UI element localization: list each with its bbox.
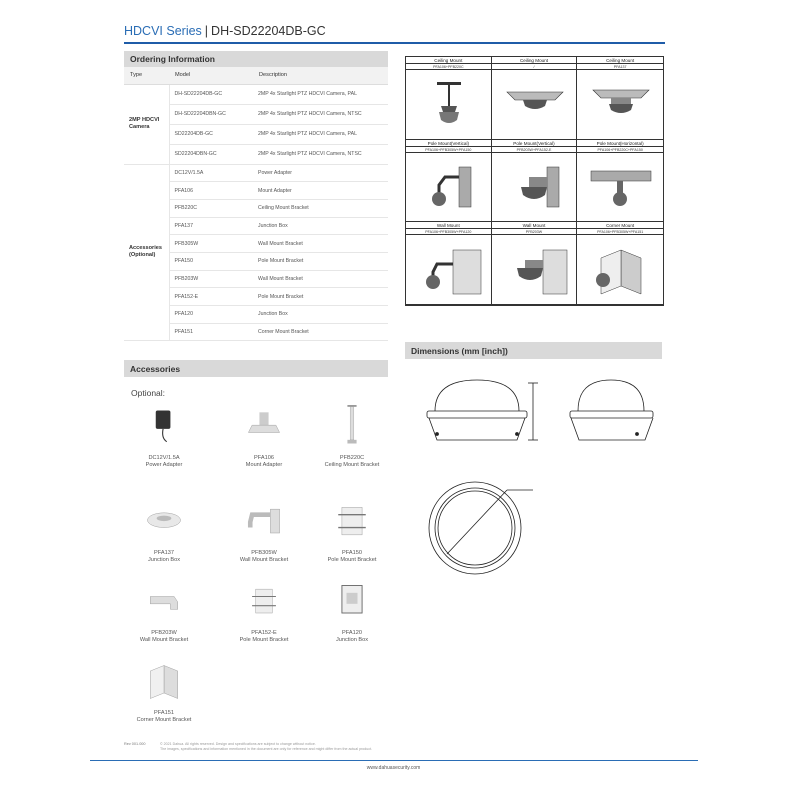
mount-cell <box>492 57 578 140</box>
mount-cell <box>406 222 492 305</box>
model-cell: PFA120 <box>169 306 253 324</box>
mount-title: Pole Mount(Horizontal) <box>577 140 663 147</box>
mount-code: PFB203W+PFA152-E <box>492 147 577 153</box>
accessory-item <box>224 500 304 564</box>
accessory-picture <box>312 500 392 544</box>
ceiling-pendant-icon <box>409 77 487 131</box>
wall-mount-icon <box>409 243 487 297</box>
wall-bracket-2-icon <box>125 580 203 624</box>
junction-box-2-icon <box>313 580 391 624</box>
description-cell: Ceiling Mount Bracket <box>253 199 388 217</box>
model-cell: PFB203W <box>169 270 253 288</box>
accessory-code: PFA106 <box>254 455 274 461</box>
mount-cell <box>406 140 492 223</box>
mount-cell <box>577 140 663 223</box>
pole-bracket-2-icon <box>225 580 303 624</box>
description-cell: Power Adapter <box>253 164 388 182</box>
accessory-picture <box>224 500 304 544</box>
page-title <box>124 24 326 38</box>
ceiling-junction-icon <box>581 77 659 131</box>
accessory-name: Junction Box <box>335 637 369 644</box>
mount-cell <box>406 57 492 140</box>
mount-code: PFA106+PFB220C+PFA150 <box>577 147 663 153</box>
description-cell: 2MP 4x Starlight PTZ HDCVI Camera, PAL <box>253 124 388 144</box>
description-cell: Junction Box <box>253 306 388 324</box>
mount-title: Ceiling Mount <box>492 57 577 64</box>
wall-bracket-icon <box>225 500 303 544</box>
model-cell: DH-SD22204DB-GC <box>169 84 253 104</box>
model-cell: PFB305W <box>169 235 253 253</box>
ordering-header-row <box>124 67 388 84</box>
copyright-line-1: © 2021 Dahua. All rights reserved. Design and specifications are subject to change without notice. <box>160 742 316 746</box>
accessory-name: Ceiling Mount Bracket <box>324 462 380 469</box>
accessory-name: Power Adapter <box>145 462 183 469</box>
description-cell: 2MP 4x Starlight PTZ HDCVI Camera, NTSC <box>253 104 388 124</box>
dimensions-drawing <box>415 378 665 578</box>
accessory-item <box>124 500 204 564</box>
description-cell: 2MP 4x Starlight PTZ HDCVI Camera, PAL <box>253 84 388 104</box>
dome-top-view <box>429 482 533 574</box>
mount-code: PFA137 <box>577 64 663 70</box>
corner-mount-icon <box>581 243 659 297</box>
series-name: HDCVI Series <box>124 24 202 38</box>
accessory-item <box>124 660 204 724</box>
type-accessories: Accessories (Optional) <box>124 164 169 341</box>
pole-horizontal-icon <box>581 160 659 214</box>
mount-code: / <box>492 64 577 70</box>
model-cell: SD22204DBN-GC <box>169 144 253 164</box>
mount-title: Corner Mount <box>577 222 663 229</box>
description-cell: Pole Mount Bracket <box>253 252 388 270</box>
mount-code: PFA106+PFB305W+PFA120 <box>406 229 491 235</box>
description-cell: Wall Mount Bracket <box>253 235 388 253</box>
mount-cell <box>577 222 663 305</box>
mount-cell <box>577 57 663 140</box>
accessories-section-title <box>124 360 388 377</box>
accessory-name: Corner Mount Bracket <box>136 717 192 724</box>
table-row <box>124 164 388 182</box>
accessory-item <box>312 580 392 644</box>
accessory-code: PFA151 <box>154 710 174 716</box>
type-camera: 2MP HDCVI Camera <box>124 84 169 164</box>
model-cell: DC12V/1.5A <box>169 164 253 182</box>
mount-code: PFA106+PFB305W+PFA151 <box>577 229 663 235</box>
accessory-picture <box>124 500 204 544</box>
dome-side-view <box>570 380 653 440</box>
mount-picture <box>406 70 491 139</box>
dimensions-section-title <box>405 342 662 359</box>
optional-label: Optional: <box>131 388 166 398</box>
accessory-picture <box>224 580 304 624</box>
model-cell: SD22204DB-GC <box>169 124 253 144</box>
mount-title: Wall Mount <box>492 222 577 229</box>
table-row <box>124 84 388 104</box>
accessories-title: Accessories <box>130 363 181 374</box>
accessory-name: Junction Box <box>147 557 181 564</box>
mount-picture <box>492 70 577 139</box>
dimensions-title: Dimensions (mm [inch]) <box>411 345 508 356</box>
website-url[interactable]: www.dahuasecurity.com <box>366 765 421 771</box>
mount-picture <box>577 153 663 222</box>
accessory-name: Pole Mount Bracket <box>327 557 377 564</box>
description-cell: Wall Mount Bracket <box>253 270 388 288</box>
model-name: DH-SD22204DB-GC <box>211 24 326 38</box>
accessory-code: PFA137 <box>154 550 174 556</box>
accessory-item <box>124 580 204 644</box>
description-cell: 2MP 4x Starlight PTZ HDCVI Camera, NTSC <box>253 144 388 164</box>
mount-title: Pole Mount(Vertical) <box>492 140 577 147</box>
col-description: Description <box>253 67 388 84</box>
mount-picture <box>406 235 491 304</box>
accessory-picture <box>124 405 204 449</box>
accessory-code: DC12V/1.5A <box>148 455 180 461</box>
mount-cell <box>492 222 578 305</box>
accessory-code: PFB203W <box>151 630 177 636</box>
mount-adapter-icon <box>225 405 303 449</box>
mount-title: Ceiling Mount <box>406 57 491 64</box>
col-model: Model <box>169 67 253 84</box>
mount-picture <box>492 235 577 304</box>
mount-code: PFB203W <box>492 229 577 235</box>
mount-title: Ceiling Mount <box>577 57 663 64</box>
accessory-code: PFB305W <box>251 550 277 556</box>
header-rule <box>124 42 665 44</box>
copyright-line-2: The images, specifications and information mentioned in the document are only for reference and might differ from the actual product. <box>160 747 373 751</box>
accessory-code: PFA152-E <box>251 630 277 636</box>
accessory-code: PFB220C <box>339 455 365 461</box>
accessory-item <box>224 580 304 644</box>
accessory-picture <box>224 405 304 449</box>
accessory-picture <box>312 580 392 624</box>
wall-mount-2-icon <box>495 243 573 297</box>
mount-picture <box>577 70 663 139</box>
ordering-title: Ordering Information <box>130 54 215 64</box>
accessory-item <box>312 405 392 469</box>
mounting-grid <box>405 56 664 306</box>
dome-front-view <box>427 380 538 440</box>
accessory-name: Pole Mount Bracket <box>239 637 289 644</box>
col-type: Type <box>124 67 169 84</box>
mount-picture <box>492 153 577 222</box>
pole-vertical-icon <box>409 160 487 214</box>
accessory-name: Wall Mount Bracket <box>139 637 189 644</box>
revision-label: Rev 001.000 <box>124 742 146 746</box>
pole-vertical-2-icon <box>495 160 573 214</box>
accessory-item <box>312 500 392 564</box>
accessory-name: Mount Adapter <box>245 462 283 469</box>
mount-title: Wall Mount <box>406 222 491 229</box>
model-cell: DH-SD22204DBN-GC <box>169 104 253 124</box>
description-cell: Junction Box <box>253 217 388 235</box>
model-cell: PFB220C <box>169 199 253 217</box>
title-separator: | <box>204 24 209 38</box>
mount-code: PFA106+PFB305W+PFA150 <box>406 147 491 153</box>
accessory-picture <box>312 405 392 449</box>
mount-picture <box>406 153 491 222</box>
corner-bracket-icon <box>125 660 203 704</box>
mount-title: Pole Mount(Vertical) <box>406 140 491 147</box>
ordering-table <box>124 67 388 341</box>
accessory-code: PFA150 <box>342 550 362 556</box>
accessory-code: PFA120 <box>342 630 362 636</box>
accessory-item <box>224 405 304 469</box>
model-cell: PFA106 <box>169 182 253 200</box>
ceiling-flush-icon <box>495 77 573 131</box>
power-adapter-icon <box>125 405 203 449</box>
mount-picture <box>577 235 663 304</box>
accessory-item <box>124 405 204 469</box>
accessory-picture <box>124 580 204 624</box>
footer-rule <box>90 760 698 761</box>
accessory-picture <box>124 660 204 704</box>
mount-code: PFA106+PFB220C <box>406 64 491 70</box>
junction-box-icon <box>125 500 203 544</box>
pole-bracket-icon <box>313 500 391 544</box>
ceiling-bracket-icon <box>313 405 391 449</box>
copyright-notice <box>160 742 450 752</box>
mount-cell <box>492 140 578 223</box>
ordering-section-title <box>124 51 388 67</box>
model-cell: PFA152-E <box>169 288 253 306</box>
model-cell: PFA137 <box>169 217 253 235</box>
model-cell: PFA151 <box>169 323 253 341</box>
model-cell: PFA150 <box>169 252 253 270</box>
accessory-name: Wall Mount Bracket <box>239 557 289 564</box>
description-cell: Mount Adapter <box>253 182 388 200</box>
description-cell: Corner Mount Bracket <box>253 323 388 341</box>
description-cell: Pole Mount Bracket <box>253 288 388 306</box>
